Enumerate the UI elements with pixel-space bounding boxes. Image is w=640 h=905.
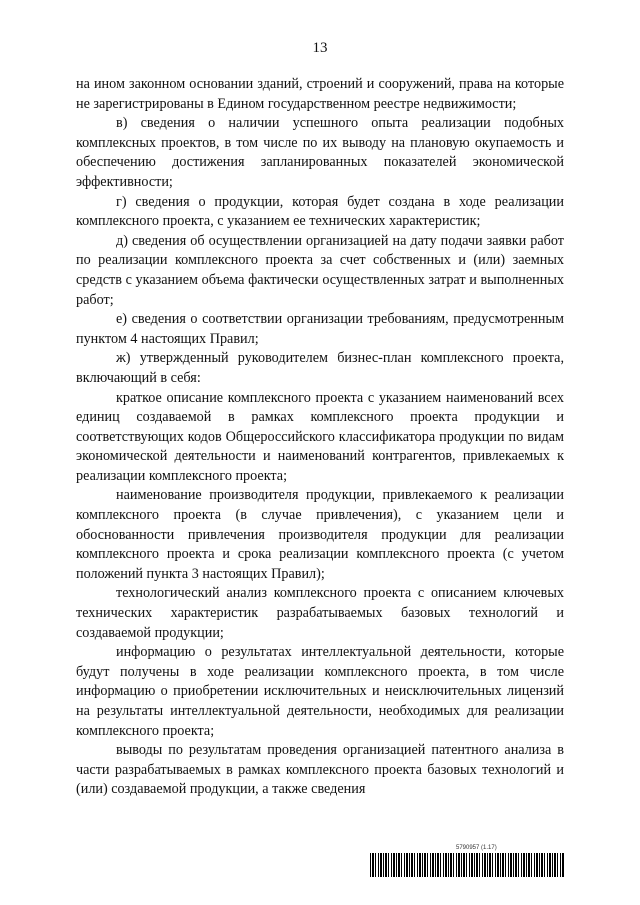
body-text [76, 75, 564, 800]
paragraph: выводы по результатам проведения организацией патентного анализа в части разрабатываемых в рамках комплексного проекта базовых технологий и (или) создаваемой продукции, а также сведения [76, 742, 564, 798]
paragraph: д) сведения об осуществлении организацией на дату подачи заявки работ по реализации комплексного проекта за счет собственных и (или) заемных средств с указанием объема фактически осуществленных затрат и выполненных работ; [76, 232, 564, 308]
paragraph: в) сведения о наличии успешного опыта реализации подобных комплексных проектов, в том числе по их выводу на плановую окупаемость и обеспечению достижения запланированных показателей экономической эффективности; [76, 115, 564, 190]
paragraph: наименование производителя продукции, привлекаемого к реализации комплексного проекта (в случае привлечения), с указанием цели и обоснованности привлечения производителя продукции для реализации комплексного проекта и срока реализации комплексного проекта (с учетом положений пункта 3 настоящих Правил); [76, 487, 564, 582]
barcode-number: 5790957 (1.17) [456, 845, 497, 851]
paragraph: е) сведения о соответствии организации требованиям, предусмотренным пунктом 4 настоящих Правил; [76, 311, 564, 347]
paragraph: на ином законном основании зданий, строений и сооружений, права на которые не зарегистрированы в Едином государственном реестре недвижимости; [76, 76, 564, 112]
barcode-image [370, 853, 565, 877]
paragraph: краткое описание комплексного проекта с указанием наименований всех единиц создаваемой в рамках комплексного проекта продукции и соответствующих кодов Общероссийского классификатора продукции по видам экономической деятельности и наименований контрагентов, привлекаемых к реализации комплексного проекта; [76, 389, 564, 484]
paragraph: ж) утвержденный руководителем бизнес-план комплексного проекта, включающий в себя: [76, 350, 564, 386]
page-number: 13 [312, 40, 328, 56]
paragraph: информацию о результатах интеллектуальной деятельности, которые будут получены в ходе реализации комплексного проекта, в том числе информацию о приобретении исключительных и неисключительных лицензий на результаты интеллектуальной деятельности, необходимых для реализации комплексного проекта; [76, 644, 564, 739]
paragraph: технологический анализ комплексного проекта с описанием ключевых технических характеристик разрабатываемых базовых технологий и создаваемой продукции; [76, 585, 564, 641]
paragraph: г) сведения о продукции, которая будет создана в ходе реализации комплексного проекта, с указанием ее технических характеристик; [76, 193, 564, 230]
